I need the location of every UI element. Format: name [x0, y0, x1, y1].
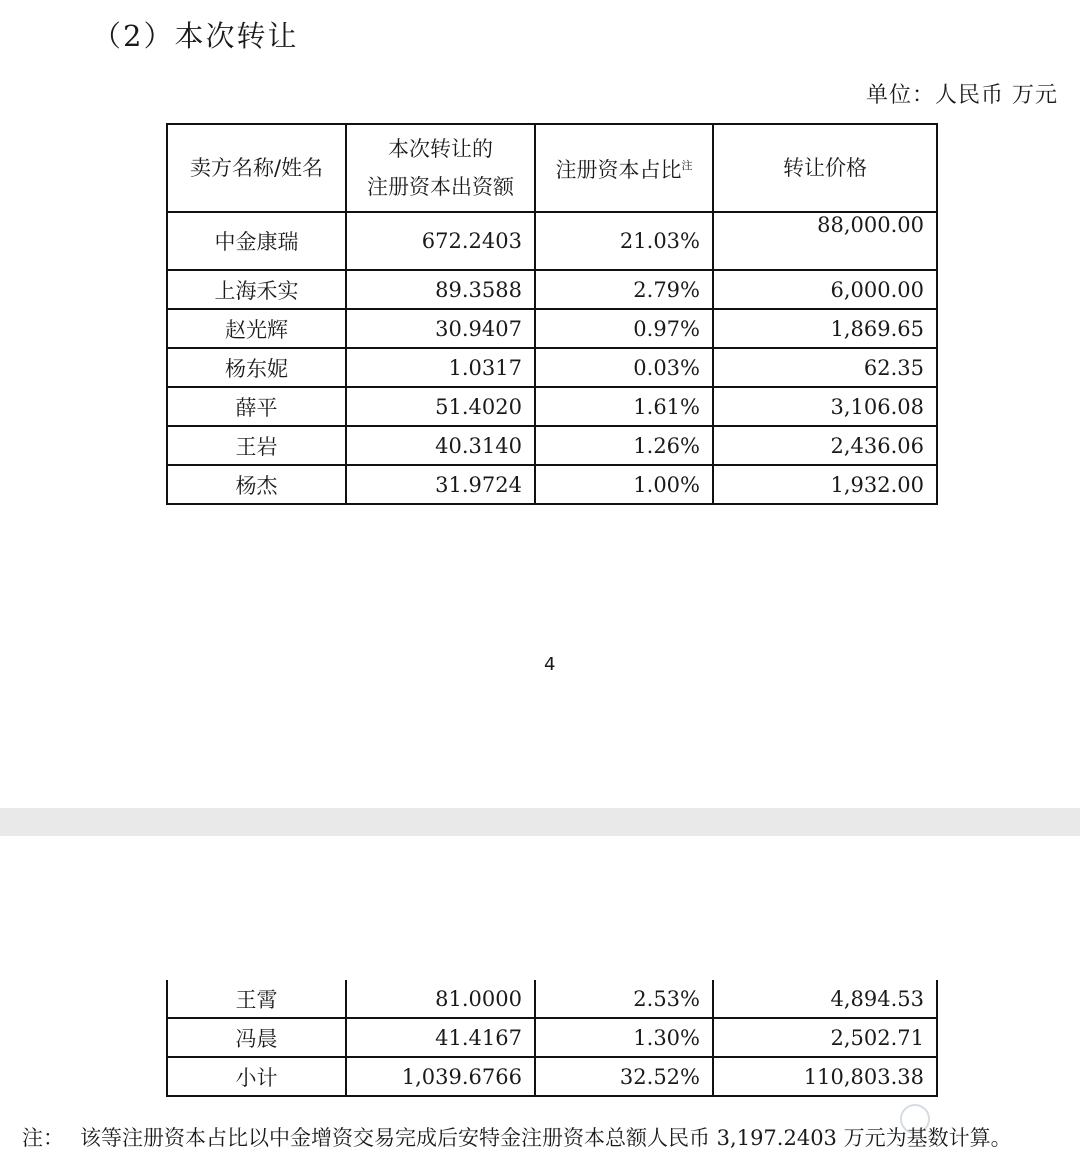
capital-amount: 41.4167 [346, 1018, 535, 1057]
capital-ratio: 21.03% [535, 212, 713, 270]
seller-name: 上海禾实 [167, 270, 346, 309]
table-row [167, 309, 937, 348]
seller-name: 冯晨 [167, 1018, 346, 1057]
page-separator [0, 808, 1080, 836]
footnote [22, 1122, 1012, 1152]
capital-amount: 89.3588 [346, 270, 535, 309]
footnote-text: 该等注册资本占比以中金增资交易完成后安特金注册资本总额人民币 3,197.2403 万元为基数计算。 [80, 1126, 1012, 1150]
table-row [167, 212, 937, 270]
capital-amount: 30.9407 [346, 309, 535, 348]
transfer-price: 1,869.65 [713, 309, 937, 348]
table-row [167, 465, 937, 504]
seller-name: 杨东妮 [167, 348, 346, 387]
seller-name: 薛平 [167, 387, 346, 426]
subtotal-capital: 1,039.6766 [346, 1057, 535, 1096]
table-row [167, 270, 937, 309]
capital-ratio: 1.00% [535, 465, 713, 504]
capital-ratio: 2.53% [535, 980, 713, 1018]
table-row [167, 387, 937, 426]
table-header-row [167, 124, 937, 212]
table-row [167, 426, 937, 465]
capital-ratio: 1.61% [535, 387, 713, 426]
header-capital [346, 124, 535, 212]
capital-amount: 81.0000 [346, 980, 535, 1018]
seller-name: 王霄 [167, 980, 346, 1018]
header-ratio-label: 注册资本占比 [555, 158, 682, 182]
transfer-table [166, 123, 938, 505]
page-number: 4 [544, 654, 556, 675]
table-row [167, 348, 937, 387]
header-price: 转让价格 [713, 124, 937, 212]
header-capital-line2: 注册资本出资额 [367, 175, 514, 199]
table-row [167, 1018, 937, 1057]
subtotal-ratio: 32.52% [535, 1057, 713, 1096]
transfer-price: 2,502.71 [713, 1018, 937, 1057]
capital-amount: 672.2403 [346, 212, 535, 270]
transfer-table-continued [166, 980, 938, 1097]
seller-name: 王岩 [167, 426, 346, 465]
transfer-price: 6,000.00 [713, 270, 937, 309]
footnote-label: 注： [22, 1126, 64, 1150]
transfer-price: 4,894.53 [713, 980, 937, 1018]
transfer-price: 88,000.00 [713, 212, 937, 270]
capital-amount: 1.0317 [346, 348, 535, 387]
capital-amount: 51.4020 [346, 387, 535, 426]
capital-ratio: 0.97% [535, 309, 713, 348]
capital-ratio: 1.30% [535, 1018, 713, 1057]
header-seller: 卖方名称/姓名 [167, 124, 346, 212]
header-ratio-note: 注 [681, 159, 693, 172]
transfer-price: 3,106.08 [713, 387, 937, 426]
seller-name: 杨杰 [167, 465, 346, 504]
capital-amount: 31.9724 [346, 465, 535, 504]
transfer-price: 62.35 [713, 348, 937, 387]
seller-name: 中金康瑞 [167, 212, 346, 270]
transfer-price: 1,932.00 [713, 465, 937, 504]
header-ratio [535, 124, 713, 212]
seller-name: 赵光辉 [167, 309, 346, 348]
table-row [167, 980, 937, 1018]
subtotal-price: 110,803.38 [713, 1057, 937, 1096]
transfer-price: 2,436.06 [713, 426, 937, 465]
subtotal-label: 小计 [167, 1057, 346, 1096]
capital-amount: 40.3140 [346, 426, 535, 465]
capital-ratio: 2.79% [535, 270, 713, 309]
unit-label: 单位：人民币 万元 [866, 83, 1058, 108]
capital-ratio: 0.03% [535, 348, 713, 387]
header-capital-line1: 本次转让的 [388, 137, 493, 161]
capital-ratio: 1.26% [535, 426, 713, 465]
section-title: （2）本次转让 [92, 19, 299, 53]
table-row-subtotal [167, 1057, 937, 1096]
